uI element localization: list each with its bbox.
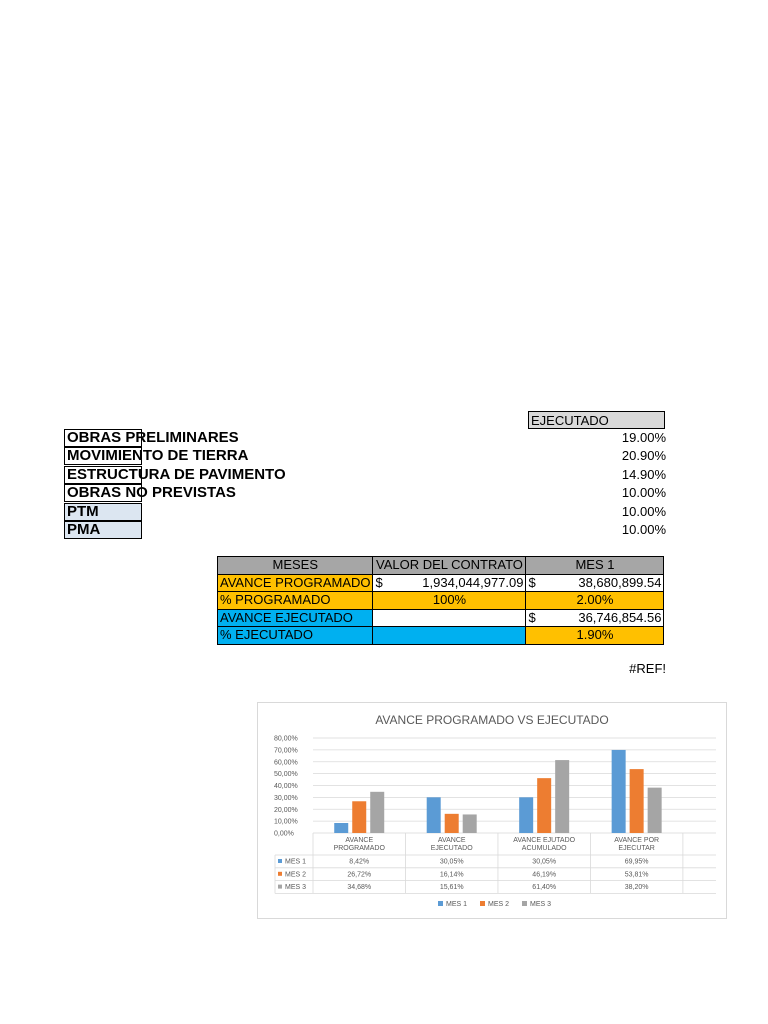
data-label: 16,14% bbox=[439, 871, 464, 879]
data-label: 30,05% bbox=[532, 858, 557, 866]
category-value: 14.90% bbox=[621, 466, 666, 482]
legend-key bbox=[278, 859, 282, 863]
row-label: AVANCE EJECUTADO bbox=[218, 609, 373, 627]
data-label: 15,61% bbox=[439, 884, 464, 892]
mes1-cell: $ 36,746,854.56 bbox=[526, 609, 664, 627]
y-tick-label: 40,00% bbox=[274, 783, 298, 790]
category-value: 10.00% bbox=[621, 503, 666, 519]
data-label: 38,20% bbox=[624, 884, 649, 892]
mes1-cell: $ 38,680,899.54 bbox=[526, 574, 664, 592]
legend-swatch bbox=[438, 901, 443, 906]
bar-mes-1 bbox=[427, 797, 441, 833]
y-tick-label: 10,00% bbox=[274, 818, 298, 826]
category-label: ESTRUCTURA DE PAVIMENTO bbox=[67, 465, 286, 483]
bar-mes-3 bbox=[463, 814, 477, 833]
data-label: 46,19% bbox=[532, 871, 557, 879]
legend-key bbox=[278, 885, 282, 889]
valor-cell bbox=[373, 609, 526, 627]
x-category-label: ACUMULADO bbox=[521, 845, 567, 852]
table-row-avance-ejecutado bbox=[218, 609, 664, 627]
row-label: % PROGRAMADO bbox=[218, 592, 373, 610]
data-label: 8,42% bbox=[349, 858, 370, 866]
category-value: 20.90% bbox=[621, 448, 666, 464]
header-meses: MESES bbox=[218, 557, 373, 575]
x-category-label: PROGRAMADO bbox=[333, 845, 385, 852]
category-label: PMA bbox=[67, 520, 101, 538]
row-label: AVANCE PROGRAMADO bbox=[218, 574, 373, 592]
bar-mes-1 bbox=[519, 797, 533, 833]
category-list bbox=[64, 429, 668, 539]
bar-mes-2 bbox=[630, 769, 644, 833]
series-name: MES 1 bbox=[285, 858, 307, 866]
table-row-pct-ejecutado bbox=[218, 627, 664, 645]
category-value: 10.00% bbox=[621, 521, 666, 537]
legend-label: MES 1 bbox=[446, 901, 468, 908]
category-label: PTM bbox=[67, 502, 99, 520]
data-label: 34,68% bbox=[347, 884, 372, 892]
legend-label: MES 2 bbox=[488, 901, 510, 908]
valor-cell: $ 1,934,044,977.09 bbox=[373, 574, 526, 592]
legend-label: MES 3 bbox=[530, 901, 552, 908]
category-row bbox=[64, 484, 668, 502]
data-label: 69,95% bbox=[624, 858, 649, 866]
category-row bbox=[64, 521, 668, 539]
bar-mes-3 bbox=[370, 792, 384, 833]
category-row bbox=[64, 429, 668, 447]
summary-table bbox=[217, 556, 664, 645]
bar-mes-1 bbox=[334, 823, 348, 833]
chart[interactable] bbox=[257, 702, 727, 919]
x-category-label: AVANCE EJUTADO bbox=[513, 837, 576, 844]
category-label: OBRAS NO PREVISTAS bbox=[67, 484, 236, 502]
table-row-avance-programado bbox=[218, 574, 664, 592]
x-category-label: EJECUTADO bbox=[430, 845, 473, 852]
legend-key bbox=[278, 872, 282, 876]
legend-swatch bbox=[480, 901, 485, 906]
chart-title: AVANCE PROGRAMADO VS EJECUTADO bbox=[375, 713, 609, 727]
x-category-label: EJECUTAR bbox=[618, 845, 655, 852]
chart-plot bbox=[258, 703, 728, 920]
table-row-pct-programado bbox=[218, 592, 664, 610]
bar-mes-1 bbox=[612, 750, 626, 833]
category-row bbox=[64, 466, 668, 484]
category-row bbox=[64, 447, 668, 465]
valor-cell bbox=[373, 627, 526, 645]
header-valor-contrato: VALOR DEL CONTRATO bbox=[373, 557, 526, 575]
category-value: 19.00% bbox=[621, 430, 666, 445]
ref-error-cell: #REF! bbox=[629, 661, 666, 676]
mes1-cell: 1.90% bbox=[526, 627, 664, 645]
data-label: 26,72% bbox=[347, 871, 372, 879]
y-tick-label: 30,00% bbox=[274, 794, 298, 802]
category-label: OBRAS PRELIMINARES bbox=[67, 429, 239, 446]
data-label: 61,40% bbox=[532, 884, 557, 892]
legend-swatch bbox=[522, 901, 527, 906]
category-label: MOVIMIENTO DE TIERRA bbox=[67, 447, 249, 465]
table-header-row bbox=[218, 557, 664, 575]
y-tick-label: 50,00% bbox=[274, 771, 298, 779]
bar-mes-3 bbox=[648, 788, 662, 833]
bar-mes-2 bbox=[445, 814, 459, 833]
header-mes-1: MES 1 bbox=[526, 557, 664, 575]
y-tick-label: 0,00% bbox=[274, 830, 294, 838]
y-tick-label: 80,00% bbox=[274, 735, 298, 743]
category-value: 10.00% bbox=[621, 485, 666, 501]
x-category-label: AVANCE bbox=[437, 837, 466, 844]
y-tick-label: 60,00% bbox=[274, 759, 298, 767]
bar-mes-2 bbox=[352, 801, 366, 833]
mes1-cell: 2.00% bbox=[526, 592, 664, 610]
series-name: MES 3 bbox=[285, 884, 307, 892]
valor-cell: 100% bbox=[373, 592, 526, 610]
data-label: 30,05% bbox=[439, 858, 464, 866]
y-tick-label: 20,00% bbox=[274, 806, 298, 814]
series-name: MES 2 bbox=[285, 871, 307, 879]
data-label: 53,81% bbox=[624, 871, 649, 879]
x-category-label: AVANCE bbox=[345, 837, 374, 844]
category-row bbox=[64, 503, 668, 521]
y-tick-label: 70,00% bbox=[274, 747, 298, 755]
ejecutado-header: EJECUTADO bbox=[528, 411, 665, 429]
row-label: % EJECUTADO bbox=[218, 627, 373, 645]
bar-mes-3 bbox=[555, 760, 569, 833]
bar-mes-2 bbox=[537, 778, 551, 833]
x-category-label: AVANCE POR bbox=[614, 837, 660, 844]
